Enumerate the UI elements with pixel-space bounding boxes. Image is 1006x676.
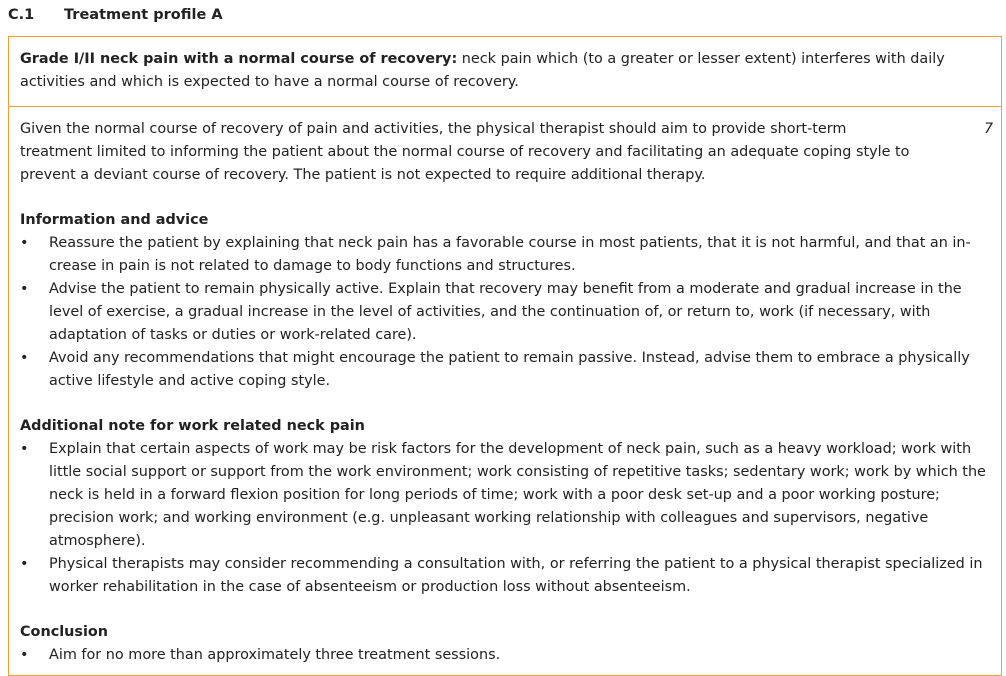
section-number: C.1 xyxy=(8,7,35,23)
conclusion-heading: Conclusion xyxy=(20,624,109,640)
section-header xyxy=(8,4,223,26)
definition-lead: Grade I/II neck pain with a normal course of recovery: xyxy=(20,51,458,67)
list-item: • Explain that certain aspects of work may be risk factors for the development of neck pain, such as a heavy workload; work with little social support or support from the work environment; work consisting of repetitive tasks; sedentary work; work by which the neck is held in a forward flexion position for long periods of time; work with a poor desk set-up and a poor working posture; precision work; and working environment (e.g. unpleasant working relationship with colleagues and supervisors, negative atmosphere). xyxy=(20,438,991,553)
list-item: • Aim for no more than approximately three treatment sessions. xyxy=(20,644,991,667)
info-advice-heading: Information and advice xyxy=(20,212,209,228)
list-item: • Avoid any recommendations that might encourage the patient to remain passive. Instead, advise them to embrace a physically active lifestyle and active coping style. xyxy=(20,347,991,393)
work-note-list xyxy=(20,438,991,599)
bullet-icon: • xyxy=(20,235,29,251)
intro-paragraph: Given the normal course of recovery of pain and activities, the physical therapist should aim to provide short-term treatment limited to informing the patient about the normal course of recovery and facilitating an adequate coping style to prevent a deviant course of recovery. The patient is not expected to require additional therapy. xyxy=(20,121,910,183)
info-advice-list xyxy=(20,232,991,393)
bullet-icon: • xyxy=(20,647,29,663)
bullet-icon: • xyxy=(20,350,29,366)
conclusion-list xyxy=(20,644,991,667)
definition-text: neck pain which (to a greater or lesser extent) interferes with daily activities and which is expected to have a normal course of recovery. xyxy=(20,51,945,90)
profile-definition xyxy=(9,37,1001,107)
section-title: Treatment profile A xyxy=(64,7,223,23)
list-item: • Reassure the patient by explaining that neck pain has a favorable course in most patients, that it is not harmful, and that an in-crease in pain is not related to damage to body functions and structures. xyxy=(20,232,991,278)
evidence-level-mark: 7 xyxy=(984,121,993,137)
work-note-heading: Additional note for work related neck pain xyxy=(20,418,365,434)
bullet-icon: • xyxy=(20,441,29,457)
list-item: • Physical therapists may consider recommending a consultation with, or referring the patient to a physical therapist specialized in worker rehabilitation in the case of absenteeism or production loss without absenteeism. xyxy=(20,553,991,599)
profile-content xyxy=(9,107,1001,667)
list-item: • Advise the patient to remain physically active. Explain that recovery may benefit from a moderate and gradual increase in the level of exercise, a gradual increase in the level of activities, and the continuation of, or return to, work (if necessary, with adaptation of tasks or duties or work-related care). xyxy=(20,278,991,347)
bullet-icon: • xyxy=(20,281,29,297)
bullet-icon: • xyxy=(20,556,29,572)
treatment-profile-box xyxy=(8,36,1002,676)
